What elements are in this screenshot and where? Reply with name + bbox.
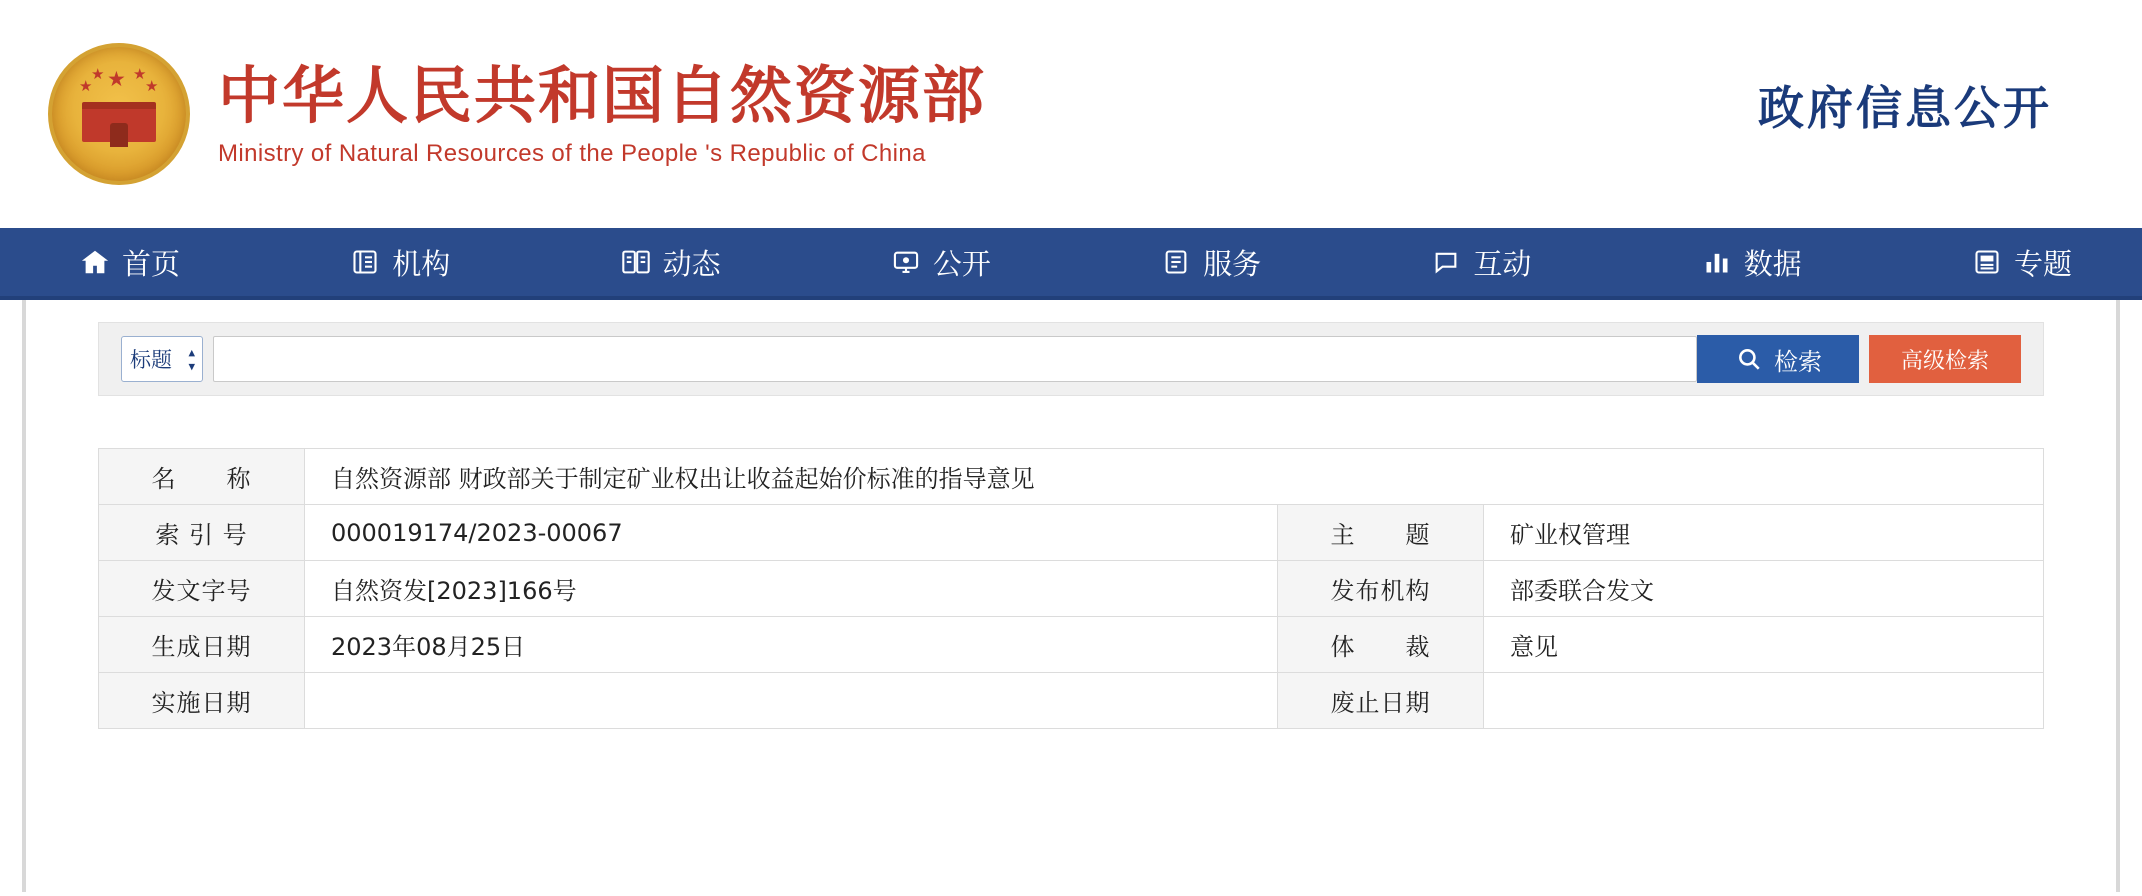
site-title-block [218, 60, 986, 167]
table-row [99, 673, 2044, 729]
content-area [22, 300, 2120, 892]
nav-item-disclosure[interactable] [891, 242, 991, 283]
search-button[interactable] [1697, 335, 1859, 383]
nav-item-home-label: 首页 [122, 246, 181, 281]
building-icon [350, 247, 380, 277]
table-row [99, 561, 2044, 617]
meta-value-effective-date [305, 673, 1278, 729]
main-nav [0, 228, 2142, 300]
national-emblem-icon [48, 43, 190, 185]
search-field-select-value: 标题 [130, 348, 172, 372]
site-title-cn: 中华人民共和国自然资源部 [218, 59, 987, 133]
site-header [0, 0, 2142, 228]
home-icon [80, 247, 110, 277]
advanced-search-button[interactable]: 高级检索 [1869, 335, 2021, 383]
meta-value-document-number: 自然资发[2023]166号 [305, 561, 1278, 617]
meta-value-issuing-agency: 部委联合发文 [1483, 561, 2043, 617]
meta-value-created-date: 2023年08月25日 [305, 617, 1278, 673]
nav-item-news[interactable] [621, 242, 721, 283]
meta-label-index-number: 索 引 号 [99, 505, 305, 561]
nav-item-organization-label: 机构 [392, 246, 451, 281]
book-icon [621, 247, 651, 277]
chevron-updown-icon: ▴ ▾ [188, 344, 195, 373]
meta-label-issuing-agency: 发布机构 [1277, 561, 1483, 617]
nav-item-home[interactable] [80, 242, 180, 283]
emblem-gate [82, 102, 156, 142]
meta-value-name: 自然资源部 财政部关于制定矿业权出让收益起始价标准的指导意见 [305, 449, 2044, 505]
document-metadata-table [98, 448, 2044, 729]
meta-value-genre: 意见 [1483, 617, 2043, 673]
page-title: 政府信息公开 [1758, 81, 2052, 135]
nav-item-service[interactable] [1161, 242, 1261, 283]
nav-item-disclosure-label: 公开 [932, 246, 991, 281]
nav-item-topics-label: 专题 [2013, 246, 2072, 281]
search-field-select[interactable] [121, 336, 203, 382]
nav-item-data[interactable] [1702, 242, 1802, 283]
nav-item-interaction-label: 互动 [1473, 246, 1532, 281]
meta-label-created-date: 生成日期 [99, 617, 305, 673]
monitor-icon [891, 247, 921, 277]
nav-item-interaction[interactable] [1431, 242, 1531, 283]
meta-value-subject: 矿业权管理 [1483, 505, 2043, 561]
bar-chart-icon [1702, 247, 1732, 277]
meta-label-subject: 主 题 [1277, 505, 1483, 561]
nav-item-organization[interactable] [350, 242, 450, 283]
emblem-stars: ★ ★ ★ ★ ★ [79, 66, 159, 95]
meta-label-document-number: 发文字号 [99, 561, 305, 617]
nav-item-topics[interactable] [1972, 242, 2072, 283]
meta-label-effective-date: 实施日期 [99, 673, 305, 729]
search-input[interactable] [213, 336, 1697, 382]
meta-label-name: 名 称 [99, 449, 305, 505]
table-row [99, 449, 2044, 505]
nav-item-news-label: 动态 [662, 246, 721, 281]
search-icon [1734, 344, 1764, 374]
nav-item-data-label: 数据 [1743, 246, 1802, 281]
table-row [99, 617, 2044, 673]
nav-item-service-label: 服务 [1203, 246, 1262, 281]
search-button-label: 检索 [1774, 347, 1822, 376]
site-title-en: Ministry of Natural Resources of the People 's Republic of China [218, 139, 926, 167]
meta-value-repeal-date [1483, 673, 2043, 729]
clipboard-icon [1161, 247, 1191, 277]
meta-label-repeal-date: 废止日期 [1277, 673, 1483, 729]
chat-icon [1431, 247, 1461, 277]
search-bar [98, 322, 2044, 396]
meta-label-genre: 体 裁 [1277, 617, 1483, 673]
meta-value-index-number: 000019174/2023-00067 [305, 505, 1278, 561]
news-icon [1972, 247, 2002, 277]
table-row [99, 505, 2044, 561]
